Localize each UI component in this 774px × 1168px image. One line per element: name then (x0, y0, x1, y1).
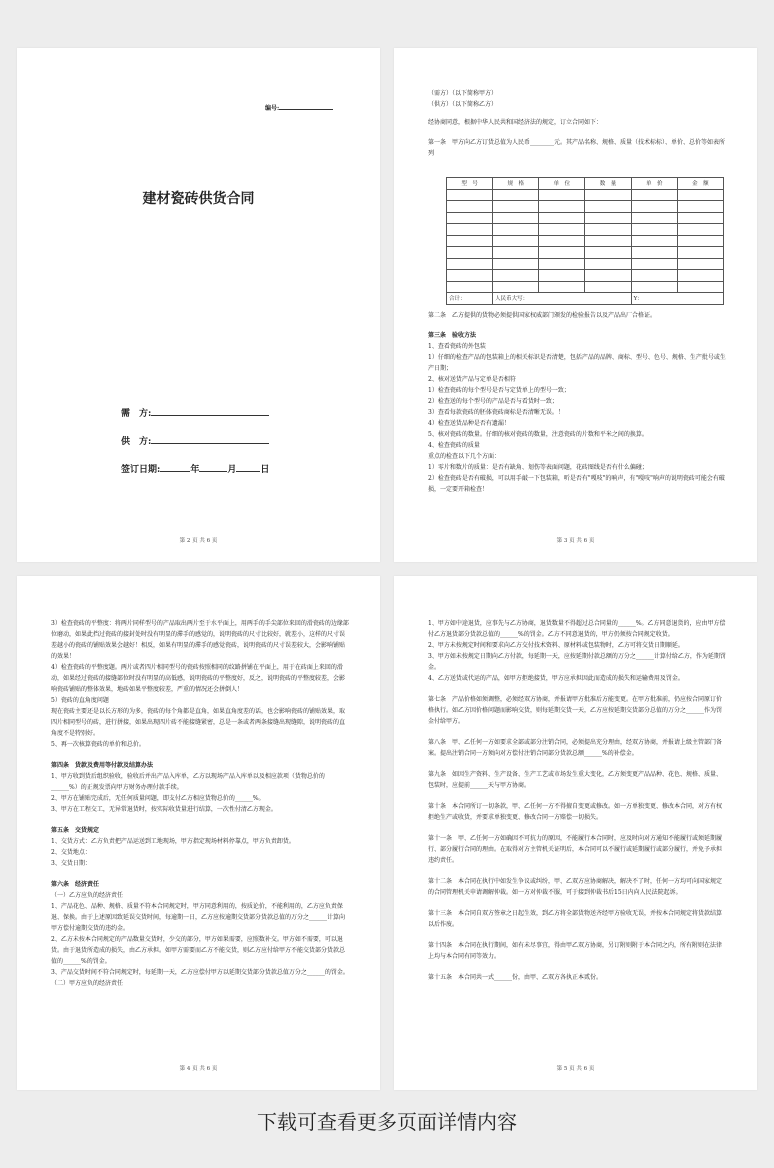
number-label: 编号: (265, 105, 280, 112)
table-row (447, 189, 724, 201)
page-4 (394, 576, 757, 1090)
table-sum-row: 合计： 人民币大写： Y： (447, 293, 724, 305)
article-10: 第十条 本合同所订一切条款，甲、乙任何一方不得擅自变更或修改。如一方单独变更、修改本合同，对方有权拒绝生产或收货，并要求单独变更、修改合同一方赔偿一切损失。 (428, 803, 723, 821)
page3-body: 3）检查瓷砖的平整度：将两片同样型号的产品取出两片至于水平面上，用两手的手尖部位来回的滑瓷砖的边缘部位磨动，如果此挡过瓷砖的接封处时没有明显的滞手的感觉的，说明瓷砖的尺寸比较好，就差小，这样的尺寸误差越小的瓷砖的铺贴效果会越好！相反，如果有明显的滞手的感觉瓷砖，说明瓷砖的尺寸误差较大，会影响铺贴的效果！ 4）检查瓷砖的平整度题。两片或者四片相同型号的瓷砖按照相同的纹路拼铺在平面上，用于在砖面上来回的滑动，如果经过瓷砖的接缝部位时没有明显的高低感，说明瓷砖的平整度好，反之，说明瓷砖的平整度较差，会影响瓷砖铺贴的整体效果，地砖如果平整度较差，严重的情况还会拼倒人！ 5）瓷砖的直角度问题 现在瓷砖主要还是以长方形的为多，瓷砖的每个角都是直角，如果直角度差的话，也会影响瓷砖的铺贴效果，取四片相同型号的砖，进行拼接，如果出现四片砖不能接缝紧密，总是一条或者两条接缝出现缝隙，说明瓷砖的直角度不是特别好。 5、再一次核算瓷砖的单价和总价。 第四条 货款及费用等付款及结算办法 1、甲方收到货后组织验收，验收后并出产品入库单，乙方以现场产品入库单以及相应款项（货物总价的______%）的正规发票向甲方财务办理付款手续。 2、甲方在铺贴完成后，无任何质量问题，即支付乙方相应货物总价的______%。 3、甲方在工程交工，无异常退货时，按实际收货量进行结算，一次性付清乙方现金。 第五条 交货规定 1、交货方式：乙方负责把产品运送到工地现场，甲方指定现场材料停靠点，甲方负责卸货。 2、交货地点： 3、交货日期： 第六条 经济责任 （一）乙方应负的经济责任 1、产品花色、品种、规格、质量不符本合同规定时，甲方同意利用的，按质论价，不能利用的，乙方应负责保退、保换。由于上述原因致延误交货时间，每逾期一日，乙方应按逾期交货部分货款总值的万分之______计算向甲方偿付逾期交货的违约金。 2、乙方未按本合同规定的产品数量交货时，少交的部分，甲方如果需要，应照数补交。甲方如不需要，可以退货。由于退货所造成的损失，由乙方承担。如甲方需要而乙方不能交货，则乙方应付给甲方不能交货部分货款总值的______%的罚金。 3、产品交货时间不符合同规定时，每延期一天，乙方应偿付甲方以延期交货部分货款总值万分之______的罚金。 （二）甲方应负的经济责任 (51, 620, 349, 987)
contract-title: 建材瓷砖供货合同 (142, 191, 255, 207)
article-11: 第十一条 甲、乙任何一方如确因不可抗力的原因，不能履行本合同时，应及时向对方通知不能履行或须延期履行、部分履行合同的理由。在取得对方主管机关证明后，本合同可以不履行或延期履行或部分履行，并免予承担违约责任。 (428, 835, 723, 864)
table-row (447, 247, 724, 259)
page-2 (394, 48, 757, 562)
article-15: 第十五条 本合同共一式______份，由甲、乙双方各执正本贰份。 (428, 974, 603, 981)
article-8: 第八条 甲、乙任何一方如要求全部或部分注销合同，必须提出充分理由，经双方协商，并报请上级主管部门备案。提出注销合同一方须向对方偿付注销合同部分货款总额______%的补偿金。 (428, 739, 723, 757)
table-row (447, 270, 724, 282)
article-3-title: 第三条 验收方法 (428, 332, 477, 339)
article-6-title: 第六条 经济责任 (51, 881, 100, 888)
article-9: 第九条 如因生产资料、生产设备、生产工艺或市场发生重大变化，乙方须变更产品品种、花色、规格、质量、包装时，应提前______天与甲方协商。 (428, 771, 723, 789)
signature-block: 需 方: 供 方: 签订日期: 年 月 日 (121, 409, 270, 475)
date-label: 签订日期: (121, 465, 161, 475)
articles-2-3: 第二条 乙方提供的货物必须提供国家权威部门颁发的检验报告以及产品出厂合格证。 第三条 验收方法 1、查看瓷砖的外包装 1）仔细的检查产品的包装箱上的相关标识是否清楚，包括产品的品牌、商标、型号、色号、规格、生产批号或生产日期； 2、核对送货产品与定单是否相符 1）检查瓷砖的每个型号是否与定货单上的型号一致； 2）检查送的每个型号的产品是否与看货时一致； 3）查看每款瓷砖的胚体瓷砖商标是否清晰无误。！ 4）检查送货品种是否有遗漏！ 5、核对瓷砖的数量。仔细的核对瓷砖的数量，注意瓷砖的片数和平米之间的换算。 4、检查瓷砖的质量 重点的检查以下几个方面： 1）零片和数片的质量：是否有缺角、划伤等表面问题，花砖图线是否有什么偏碰； 2）检查瓷砖是否有破损，可以用手敲一下包装箱，听是否有"嘎吱"的响声，有"嘎吱"响声的说明瓷砖可能会有破损，一定要开箱检查！ (428, 312, 726, 493)
article-1: 第一条 甲方向乙方订货总值为人民币________元。其产品名称、规格、质量（技术标标）、单价、总价等如表所列 (428, 139, 726, 157)
page-footer: 第 5 页 共 6 页 (556, 1066, 595, 1072)
page-footer: 第 3 页 共 6 页 (556, 538, 595, 544)
page4-body: 1、甲方如中途退货，应事先与乙方协商，退货数量不得超过总合同量的______%。乙方同意退货的，应由甲方偿付乙方退货部分货款总值的______%的罚金。乙方不同意退货的，甲方仍须按合同规定收货。 2、甲方未按规定时间和要求向乙方交付技术资料、原材料或包装物时，乙方可将交货日期顺延。 3、甲方如未按规定日期向乙方付款，每延期一天，应按延期付款总额的万分之______计算付给乙方，作为延期罚金。 4、乙方送货或代运的产品，如甲方拒绝接货，甲方应承担因此而造成的损失和运输费用及罚金。 第七条 产品价格如须调整，必须经双方协商，并报请甲方批准后方能变更。在甲方批准前，仍应按合同原订价格执行。如乙方因价格问题而影响交货，则每延期交货一天，乙方应按延期交货部分总值的万分之______作为罚金付给甲方。 第八条 甲、乙任何一方如要求全部或部分注销合同，必须提出充分理由，经双方协商，并报请上级主管部门备案。提出注销合同一方须向对方偿付注销合同部分货款总额______%的补偿金。 第九条 如因生产资料、生产设备、生产工艺或市场发生重大变化，乙方须变更产品品种、花色、规格、质量、包装时，应提前______天与甲方协商。 第十条 本合同所订一切条款，甲、乙任何一方不得擅自变更或修改。如一方单独变更、修改本合同，对方有权拒绝生产或收货，并要求单独变更、修改合同一方赔偿一切损失。 第十一条 甲、乙任何一方如确因不可抗力的原因，不能履行本合同时，应及时向对方通知不能履行或须延期履行、部分履行合同的理由。在取得对方主管机关证明后，本合同可以不履行或延期履行或部分履行，并免予承担违约责任。 第十二条 本合同在执行中如发生争议或纠纷，甲、乙双方应协商解决，解决不了时，任何一方均可向国家规定的合同管理机关申请调解仲裁。如一方对仲裁不服，可于接到仲裁书后15日内向人民法院起诉。 第十三条 本合同自双方签章之日起生效，到乙方将全部货物送齐经甲方验收无误，并按本合同规定将货款结算以后作废。 第十四条 本合同在执行期间，如有未尽事宜，得由甲乙双方协商，另订附则附于本合同之内，所有附则在法律上均与本合同有同等效力。 第十五条 本合同共一式______份，由甲、乙双方各执正本贰份。 (428, 620, 726, 981)
contract-number (265, 103, 333, 114)
table-row (447, 212, 724, 224)
table-header-row: 型 号 规 格 单 位 数 量 单 价 金 额 (447, 178, 724, 190)
article-4-title: 第四条 货款及费用等付款及结算办法 (51, 762, 154, 769)
page-3 (17, 576, 380, 1090)
article-2: 第二条 乙方提供的货物必须提供国家权威部门颁发的检验报告以及产品出厂合格证。 (428, 312, 657, 319)
table-row (447, 258, 724, 270)
supplier-label: 供 方: (121, 437, 152, 447)
download-caption[interactable]: 下载可查看更多页面详情内容 (257, 1110, 517, 1134)
page-footer: 第 4 页 共 6 页 (179, 1066, 218, 1072)
table-row (447, 201, 724, 213)
header-parties: （需方）（以下简称甲方） （供方）（以下简称乙方） 经协商同意，根据中华人民共和国经济法的规定，订立合同如下： 第一条 甲方向乙方订货总值为人民币________元。其产品名称、规格、质量（技术标标）、单价、总价等如表所列 (428, 90, 726, 157)
page-footer: 第 2 页 共 6 页 (179, 538, 218, 544)
goods-table (446, 177, 724, 305)
buyer-label: 需 方: (121, 409, 152, 419)
article-14: 第十四条 本合同在执行期间，如有未尽事宜，得由甲乙双方协商，另订附则附于本合同之内，所有附则在法律上均与本合同有同等效力。 (428, 942, 723, 960)
table-row (447, 281, 724, 293)
article-13: 第十三条 本合同自双方签章之日起生效，到乙方将全部货物送齐经甲方验收无误，并按本合同规定将货款结算以后作废。 (428, 910, 723, 928)
article-5-title: 第五条 交货规定 (51, 827, 100, 834)
table-row (447, 235, 724, 247)
table-row (447, 224, 724, 236)
article-12: 第十二条 本合同在执行中如发生争议或纠纷，甲、乙双方应协商解决，解决不了时，任何一方均可向国家规定的合同管理机关申请调解仲裁。如一方对仲裁不服，可于接到仲裁书后15日内向人民法院起诉。 (428, 878, 723, 896)
article-7: 第七条 产品价格如须调整，必须经双方协商，并报请甲方批准后方能变更。在甲方批准前，仍应按合同原订价格执行。如乙方因价格问题而影响交货，则每延期交货一天，乙方应按延期交货部分总值的万分之______作为罚金付给甲方。 (428, 696, 723, 725)
page-cover (17, 48, 380, 562)
